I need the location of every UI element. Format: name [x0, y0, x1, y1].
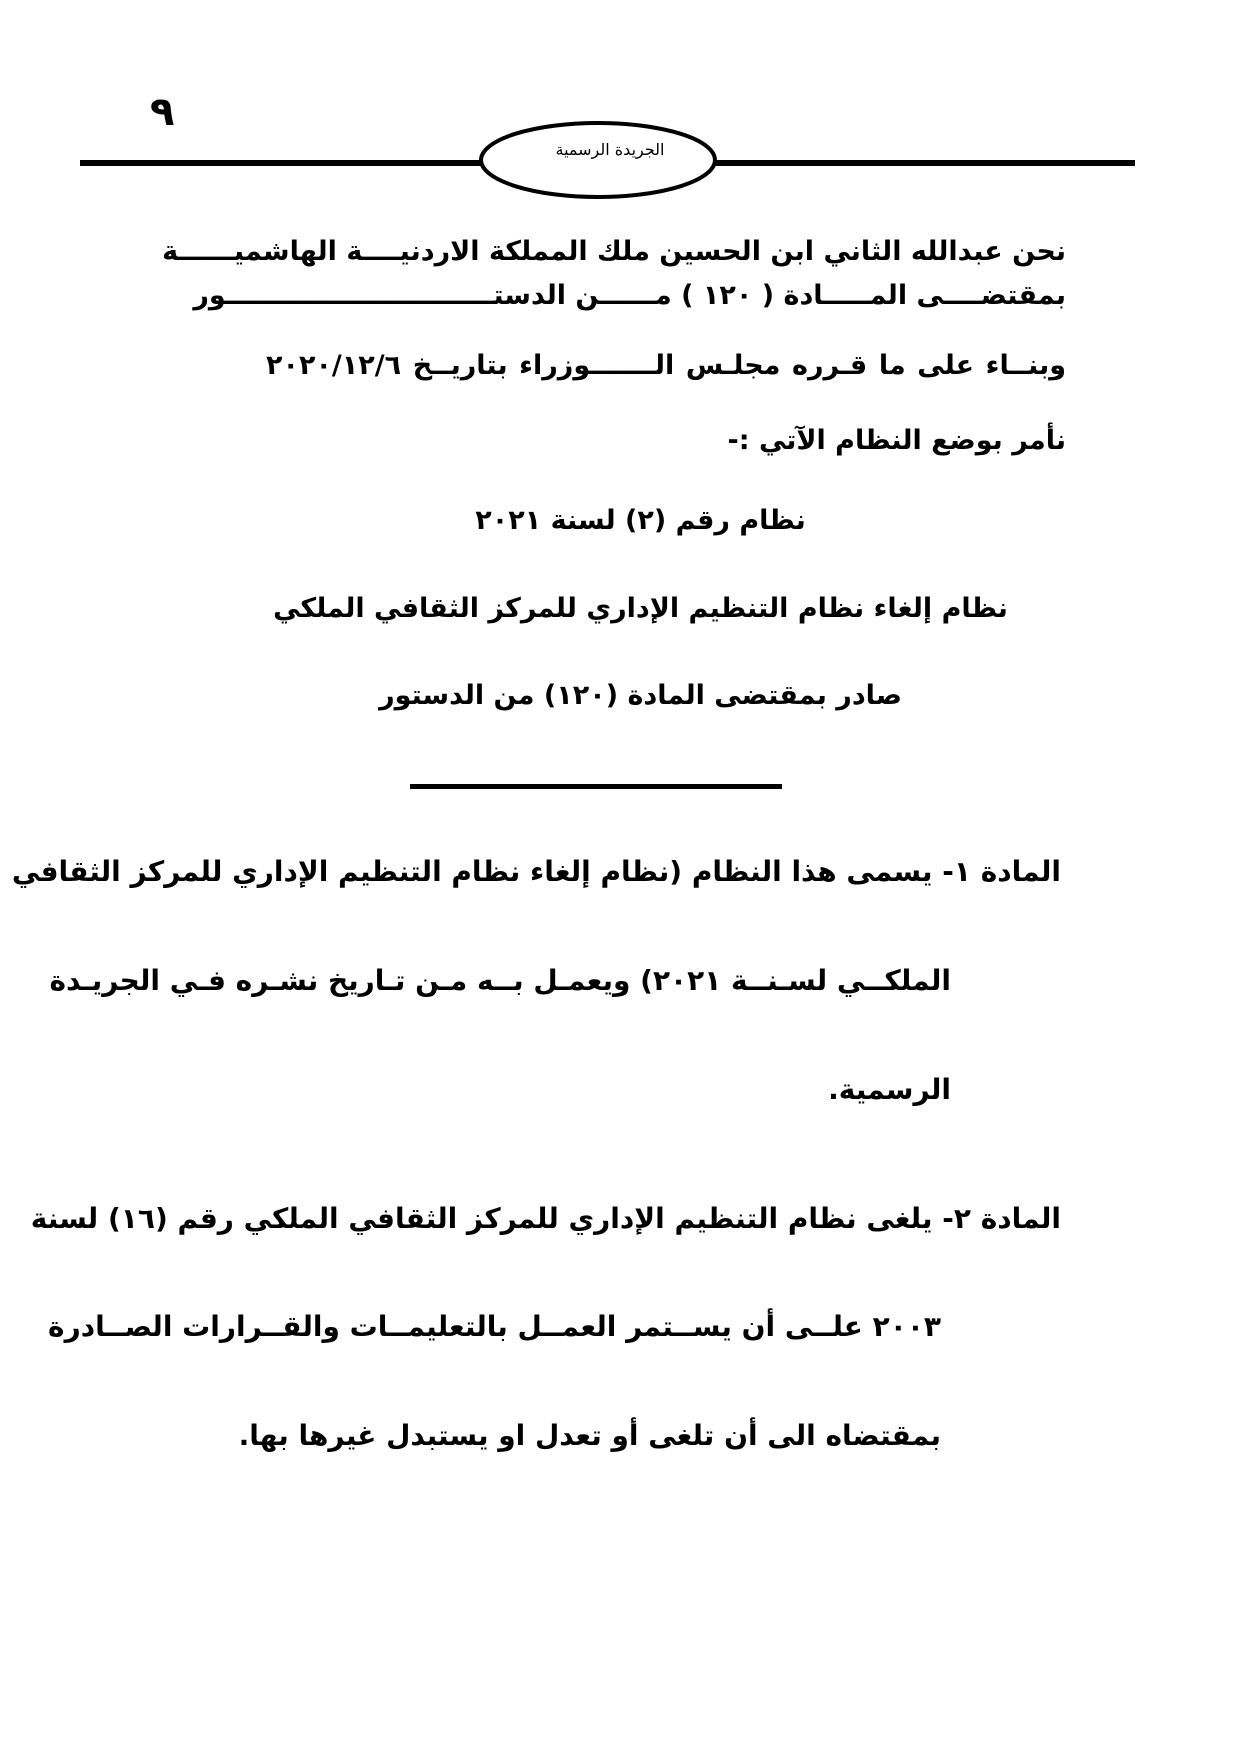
- preamble-line-4: نأمر بوضع النظام الآتي :-: [727, 425, 1066, 456]
- article-2-line-1: المادة ٢- يلغى نظام التنظيم الإداري للمركز الثقافي الملكي رقم (١٦) لسنة: [30, 1202, 1061, 1235]
- regulation-number: نظام رقم (٢) لسنة ٢٠٢١: [475, 505, 806, 536]
- article-1-line-2: الملكــي لسـنــة ٢٠٢١) ويعمـل بــه مـن تـاريخ نشـره فـي الجريـدة: [49, 964, 951, 997]
- header-oval: [481, 123, 715, 197]
- header-rule: [0, 0, 1241, 220]
- preamble-line-3: وبنــاء على ما قـرره مجلـس الـــــــوزراء بتاريــخ ٢٠٢٠/١٢/٦: [266, 350, 1066, 381]
- article-2-line-2: ٢٠٠٣ علــى أن يســتمر العمــل بالتعليمــات والقــرارات الصــادرة: [48, 1310, 941, 1343]
- issued-under: صادر بمقتضى المادة (١٢٠) من الدستور: [379, 680, 902, 711]
- page-number: ٩: [150, 89, 175, 135]
- article-2-line-3: بمقتضاه الى أن تلغى أو تعدل او يستبدل غيرها بها.: [238, 1419, 941, 1452]
- article-1-line-3: الرسمية.: [828, 1073, 951, 1106]
- preamble-line-1: نحن عبدالله الثاني ابن الحسين ملك المملكة الاردنيــــة الهاشميــــــة: [162, 236, 1066, 267]
- article-1-line-1: المادة ١- يسمى هذا النظام (نظام إلغاء نظام التنظيم الإداري للمركز الثقافي: [11, 855, 1061, 888]
- gazette-title: الجريدة الرسمية: [555, 140, 665, 159]
- regulation-name: نظام إلغاء نظام التنظيم الإداري للمركز الثقافي الملكي: [273, 593, 1008, 624]
- section-divider: [410, 784, 782, 789]
- preamble-line-2: بمقتضــــى المـــــادة ( ١٢٠ ) مــــــن الدستـــــــــــــــــــــــــــــور: [193, 280, 1066, 311]
